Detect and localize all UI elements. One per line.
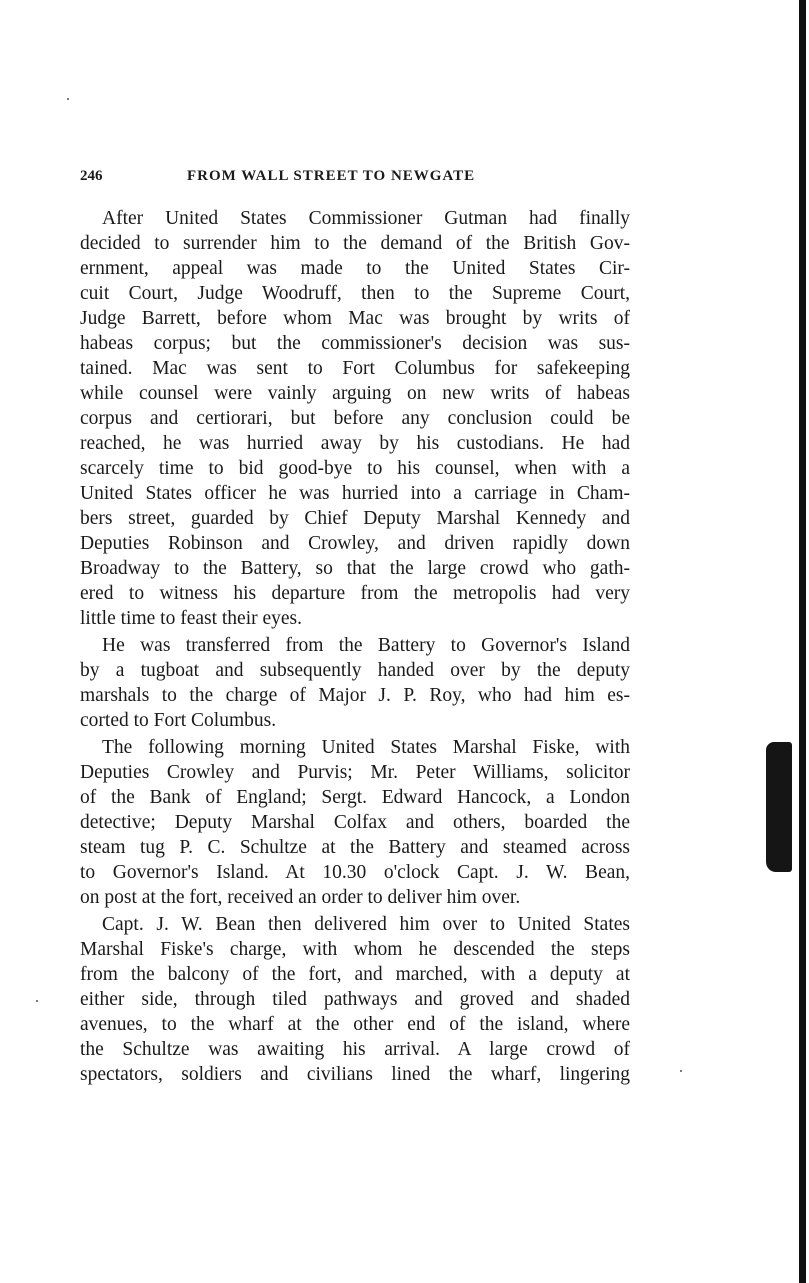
text-line: reached, he was hurried away by his custodians. He had bbox=[80, 433, 630, 454]
text-line: the Schultze was awaiting his arrival. A large crowd of bbox=[80, 1039, 630, 1060]
page-number: 246 bbox=[80, 168, 103, 184]
text-line: Deputies Robinson and Crowley, and driven rapidly down bbox=[80, 533, 630, 554]
text-line: on post at the fort, received an order to deliver him over. bbox=[80, 887, 521, 908]
text-line: ered to witness his departure from the metropolis had very bbox=[80, 583, 630, 604]
scan-edge-shadow bbox=[799, 0, 806, 1283]
text-line: Broadway to the Battery, so that the large crowd who gath- bbox=[80, 558, 630, 579]
scan-speck bbox=[36, 1000, 38, 1002]
scan-artifact bbox=[766, 742, 792, 872]
text-line: cuit Court, Judge Woodruff, then to the Supreme Court, bbox=[80, 283, 630, 304]
text-line: ernment, appeal was made to the United States Cir- bbox=[80, 258, 630, 279]
text-line: tained. Mac was sent to Fort Columbus for safekeeping bbox=[80, 358, 630, 379]
text-line: Capt. J. W. Bean then delivered him over to United States bbox=[102, 914, 630, 935]
text-line: corpus and certiorari, but before any conclusion could be bbox=[80, 408, 630, 429]
text-line: He was transferred from the Battery to Governor's Island bbox=[102, 635, 630, 656]
text-line: of the Bank of England; Sergt. Edward Hancock, a London bbox=[80, 787, 630, 808]
text-line: Marshal Fiske's charge, with whom he descended the steps bbox=[80, 939, 630, 960]
text-line: either side, through tiled pathways and groved and shaded bbox=[80, 989, 630, 1010]
text-line: bers street, guarded by Chief Deputy Marshal Kennedy and bbox=[80, 508, 630, 529]
text-line: corted to Fort Columbus. bbox=[80, 710, 277, 731]
text-line: Deputies Crowley and Purvis; Mr. Peter Williams, solicitor bbox=[80, 762, 630, 783]
running-title: FROM WALL STREET TO NEWGATE bbox=[187, 168, 476, 184]
text-line: steam tug P. C. Schultze at the Battery and steamed across bbox=[80, 837, 630, 858]
scan-speck bbox=[680, 1070, 682, 1072]
text-line: decided to surrender him to the demand of the British Gov- bbox=[80, 233, 630, 254]
scan-speck bbox=[67, 98, 69, 100]
text-line: little time to feast their eyes. bbox=[80, 608, 303, 629]
text-line: while counsel were vainly arguing on new writs of habeas bbox=[80, 383, 630, 404]
text-line: After United States Commissioner Gutman had finally bbox=[102, 208, 630, 229]
text-line: habeas corpus; but the commissioner's decision was sus- bbox=[80, 333, 630, 354]
text-line: avenues, to the wharf at the other end of the island, where bbox=[80, 1014, 630, 1035]
text-line: The following morning United States Marshal Fiske, with bbox=[102, 737, 630, 758]
text-line: to Governor's Island. At 10.30 o'clock Capt. J. W. Bean, bbox=[80, 862, 630, 883]
text-line: marshals to the charge of Major J. P. Roy, who had him es- bbox=[80, 685, 630, 706]
text-line: spectators, soldiers and civilians lined the wharf, lingering bbox=[80, 1064, 630, 1085]
text-line: detective; Deputy Marshal Colfax and others, boarded the bbox=[80, 812, 630, 833]
text-line: by a tugboat and subsequently handed over by the deputy bbox=[80, 660, 630, 681]
text-line: Judge Barrett, before whom Mac was brought by writs of bbox=[80, 308, 630, 329]
text-line: United States officer he was hurried into a carriage in Cham- bbox=[80, 483, 630, 504]
text-line: from the balcony of the fort, and marched, with a deputy at bbox=[80, 964, 630, 985]
text-line: scarcely time to bid good-bye to his counsel, when with a bbox=[80, 458, 630, 479]
